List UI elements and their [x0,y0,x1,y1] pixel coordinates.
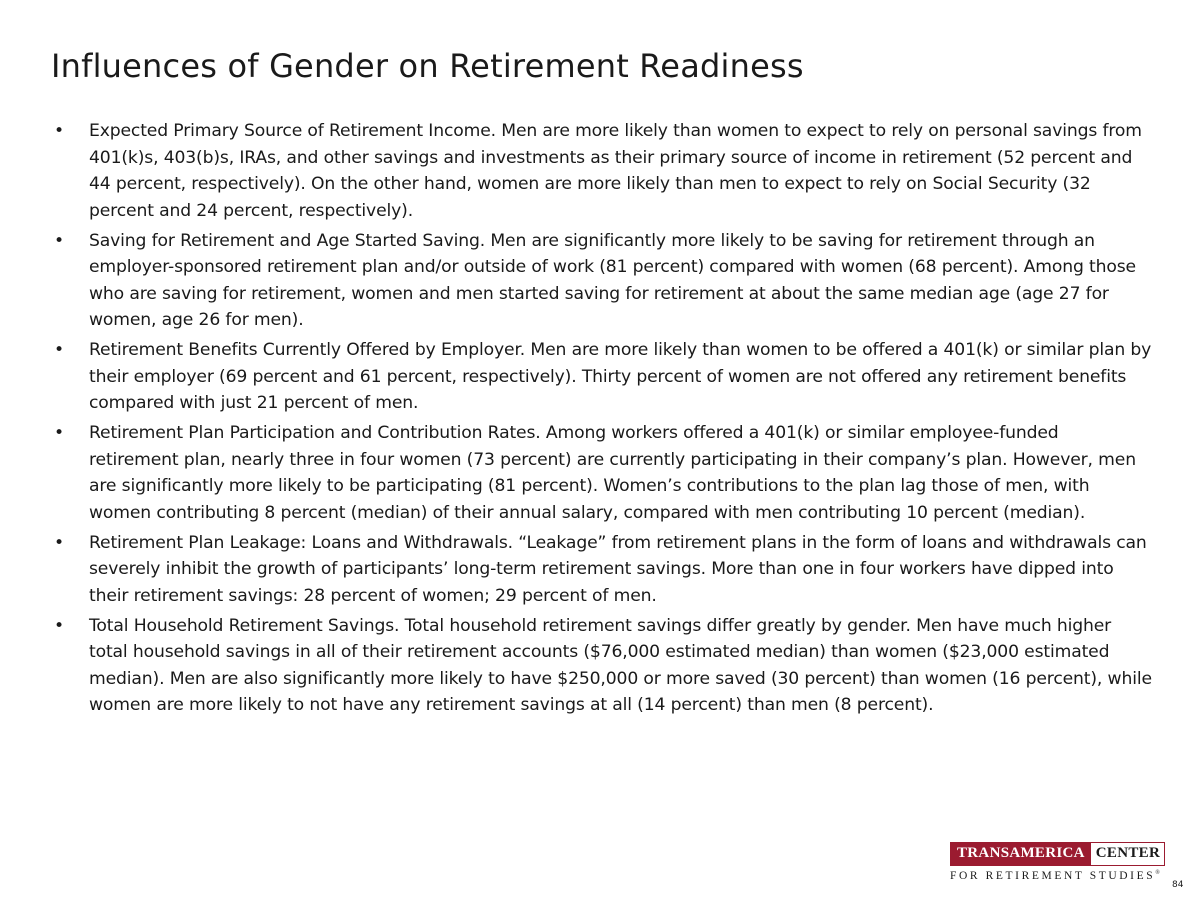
logo-transamerica-text: TRANSAMERICA [951,843,1091,865]
bullet-text: Retirement Plan Participation and Contribution Rates. Among workers offered a 401(k) or similar employee-funded retirement plan, nearly three in four women (73 percent) are currently participating in their company’s plan. However, men are significantly more likely to be participating (81 percent). Women’s contributions to the plan lag those of men, with women contributing 8 percent (median) of their annual salary, compared with men contributing 10 percent (median). [89,423,1136,523]
bullet-item [52,420,1152,526]
bullet-dot-icon: • [54,423,64,443]
bullet-text: Retirement Plan Leakage: Loans and Withdrawals. “Leakage” from retirement plans in the form of loans and withdrawals can severely inhibit the growth of participants’ long-term retirement savings. More than one in four workers have dipped into their retirement savings: 28 percent of women; 29 percent of men. [89,532,1147,606]
bullet-dot-icon: • [54,615,64,636]
bullet-dot-icon: • [54,532,64,553]
bullet-item [52,530,1152,610]
logo-subtitle [950,870,1165,882]
bullet-item [52,337,1152,417]
registered-mark: ® [1155,870,1160,877]
bullet-text: Expected Primary Source of Retirement Income. Men are more likely than women to expect to rely on personal savings from 401(k)s, 403(b)s, IRAs, and other savings and investments as their primary source of income in retirement (52 percent and 44 percent, respectively). On the other hand, women are more likely than men to expect to rely on Social Security (32 percent and 24 percent, respectively). [89,121,1142,221]
bullet-text: Total Household Retirement Savings. Total household retirement savings differ greatly by gender. Men have much higher total household savings in all of their retirement accounts ($76,000 estimated median) than women ($23,000 estimated median). Men are also significantly more likely to have $250,000 or more saved (30 percent) than women (16 percent), while women are more likely to not have any retirement savings at all (14 percent) than men (8 percent). [89,615,1152,715]
bullet-dot-icon: • [54,230,64,251]
bullet-item [52,228,1152,334]
bullet-dot-icon: • [54,340,64,360]
transamerica-center-logo [950,842,1165,882]
page-title: Influences of Gender on Retirement Readiness [51,47,804,85]
bullet-item [52,613,1152,719]
bullet-text: Saving for Retirement and Age Started Saving. Men are significantly more likely to be saving for retirement through an employer-sponsored retirement plan and/or outside of work (81 percent) compared with women (68 percent). Among those who are saving for retirement, women and men started saving for retirement at about the same median age (age 27 for women, age 26 for men). [89,230,1136,330]
bullet-list [52,118,1152,722]
logo-center-text: CENTER [1095,845,1161,861]
bullet-text: Retirement Benefits Currently Offered by Employer. Men are more likely than women to be offered a 401(k) or similar plan by their employer (69 percent and 61 percent, respectively). Thirty percent of women are not offered any retirement benefits compared with just 21 percent of men. [89,340,1152,413]
page-number: 84 [1172,880,1184,890]
logo-wordmark [950,842,1165,866]
logo-subtitle-text: FOR RETIREMENT STUDIES [950,870,1156,882]
bullet-item [52,118,1152,224]
bullet-dot-icon: • [54,121,64,141]
